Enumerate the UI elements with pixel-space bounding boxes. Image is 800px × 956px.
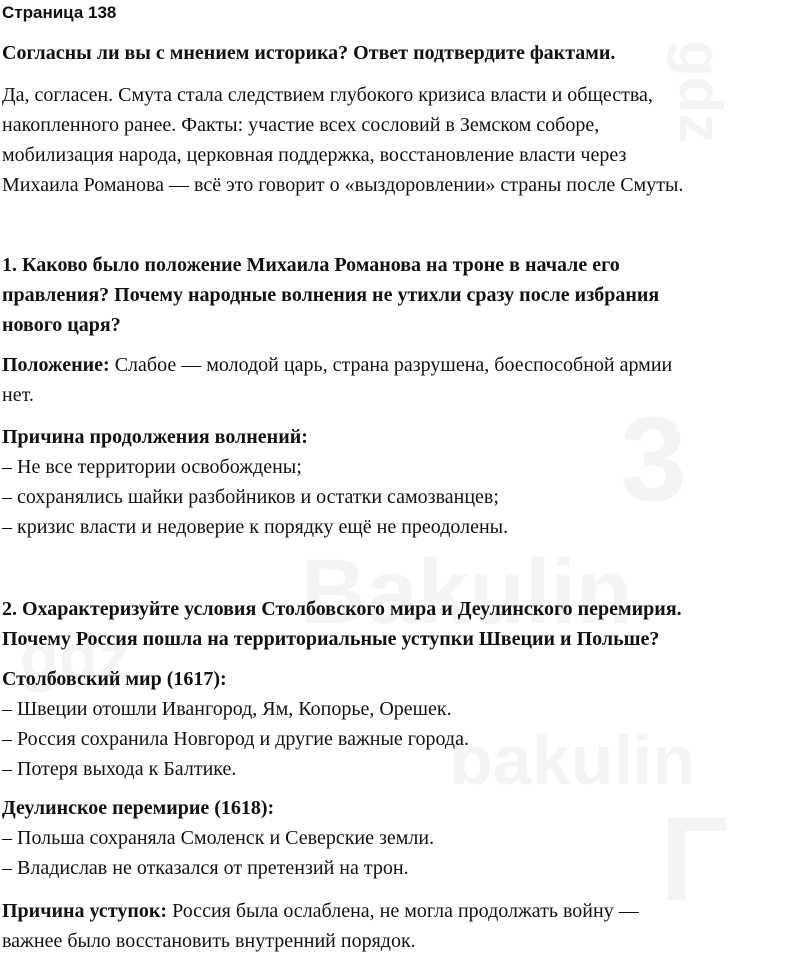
q2-deulino-heading: Деулинское перемирие (1618): (2, 797, 275, 819)
q2-deulino (2, 793, 798, 883)
intro-answer-line-1: Да, согласен. Смута стала следствием глубокого кризиса власти и общества, (2, 84, 653, 106)
q1-reason-2: – сохранялись шайки разбойников и остатки самозванцев; (2, 486, 499, 508)
q2-stolbovo-item-3: – Потеря выхода к Балтике. (2, 758, 237, 780)
q1-reason-heading: Причина продолжения волнений: (2, 426, 308, 448)
q2-deulino-item-1: – Польша сохраняла Смоленск и Северские земли. (2, 827, 435, 849)
q2-question-line-1: 2. Охарактеризуйте условия Столбовского мира и Деулинского перемирия. (2, 598, 682, 620)
page-number-label: Страница 138 (2, 3, 117, 22)
intro-answer-line-4: Михаила Романова — всё это говорит о «выздоровлении» страны после Смуты. (2, 174, 684, 196)
intro-question (2, 38, 798, 68)
q2-concession-text: Россия была ослаблена, не могла продолжать войну — (167, 900, 639, 922)
q1-reasons (2, 422, 798, 542)
q2-question (2, 594, 798, 654)
intro-answer-line-3: мобилизация народа, церковная поддержка, восстановление власти через (2, 144, 627, 166)
intro-answer-line-2: накопленного ранее. Факты: участие всех сословий в Земском соборе, (2, 114, 600, 136)
q1-question-line-1: 1. Каково было положение Михаила Романова на троне в начале его (2, 254, 620, 276)
q2-stolbovo-item-2: – Россия сохранила Новгород и другие важные города. (2, 728, 469, 750)
q1-question-line-3: нового царя? (2, 314, 121, 336)
q2-stolbovo-item-1: – Швеции отошли Ивангород, Ям, Копорье, Орешек. (2, 698, 452, 720)
q1-reason-1: – Не все территории освобождены; (2, 456, 302, 478)
q1-position-text-2: нет. (2, 384, 34, 406)
q2-deulino-item-2: – Владислав не отказался от претензий на трон. (2, 857, 409, 879)
q2-concession-label: Причина уступок: (2, 900, 168, 922)
q1-position-label: Положение: (2, 354, 110, 376)
q1-position-text: Слабое — молодой царь, страна разрушена, боеспособной армии (109, 354, 673, 376)
q1-position (2, 350, 798, 410)
q2-concession (2, 896, 798, 956)
q1-question-line-2: правления? Почему народные волнения не утихли сразу после избрания (2, 284, 660, 306)
q2-question-line-2: Почему Россия пошла на территориальные уступки Швеции и Польше? (2, 628, 660, 650)
q2-stolbovo (2, 664, 798, 784)
q1-reason-3: – кризис власти и недоверие к порядку ещё не преодолены. (2, 516, 509, 538)
intro-answer (2, 80, 798, 200)
q2-stolbovo-heading: Столбовский мир (1617): (2, 668, 227, 690)
intro-question-text: Согласны ли вы с мнением историка? Ответ подтвердите фактами. (2, 42, 616, 64)
q2-concession-text-2: важнее было восстановить внутренний порядок. (2, 930, 416, 952)
q1-question (2, 250, 798, 340)
